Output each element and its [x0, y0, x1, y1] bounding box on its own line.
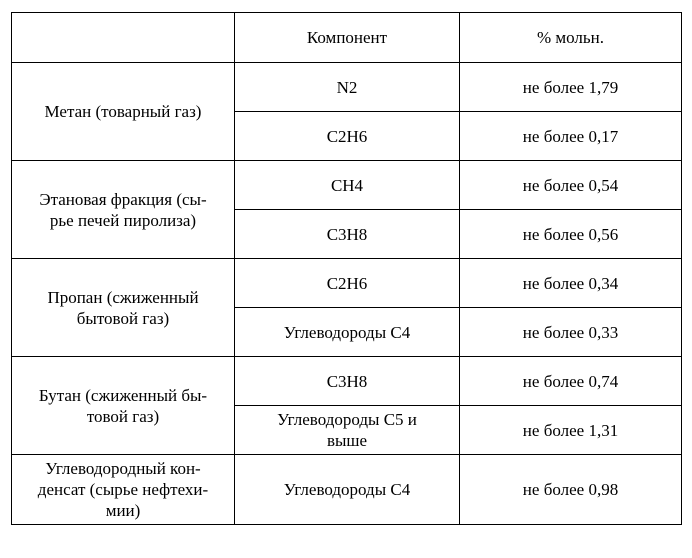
product-cell: Углеводородный кон- денсат (сырье нефтехи- мии)	[12, 455, 235, 525]
component-cell: CH4	[235, 161, 460, 210]
value-cell: не более 1,79	[460, 63, 682, 112]
header-product	[12, 13, 235, 63]
table-row	[12, 357, 682, 406]
table-row	[12, 161, 682, 210]
value-cell: не более 0,74	[460, 357, 682, 406]
component-cell: N2	[235, 63, 460, 112]
component-cell: Углеводороды C5 и выше	[235, 406, 460, 455]
product-cell: Этановая фракция (сы- рье печей пиролиза)	[12, 161, 235, 259]
component-cell: Углеводороды C4	[235, 455, 460, 525]
header-component: Компонент	[235, 13, 460, 63]
value-cell: не более 0,17	[460, 112, 682, 161]
value-cell: не более 0,98	[460, 455, 682, 525]
component-cell: Углеводороды C4	[235, 308, 460, 357]
value-cell: не более 0,56	[460, 210, 682, 259]
value-cell: не более 0,34	[460, 259, 682, 308]
value-cell: не более 0,33	[460, 308, 682, 357]
component-cell: C2H6	[235, 259, 460, 308]
table-row	[12, 455, 682, 525]
component-cell: C3H8	[235, 210, 460, 259]
product-cell: Метан (товарный газ)	[12, 63, 235, 161]
component-cell: C2H6	[235, 112, 460, 161]
header-row	[12, 13, 682, 63]
composition-table	[11, 12, 682, 525]
value-cell: не более 0,54	[460, 161, 682, 210]
value-cell: не более 1,31	[460, 406, 682, 455]
product-cell: Бутан (сжиженный бы- товой газ)	[12, 357, 235, 455]
component-cell: C3H8	[235, 357, 460, 406]
table-row	[12, 259, 682, 308]
product-cell: Пропан (сжиженный бытовой газ)	[12, 259, 235, 357]
table-row	[12, 63, 682, 112]
header-percent: % мольн.	[460, 13, 682, 63]
